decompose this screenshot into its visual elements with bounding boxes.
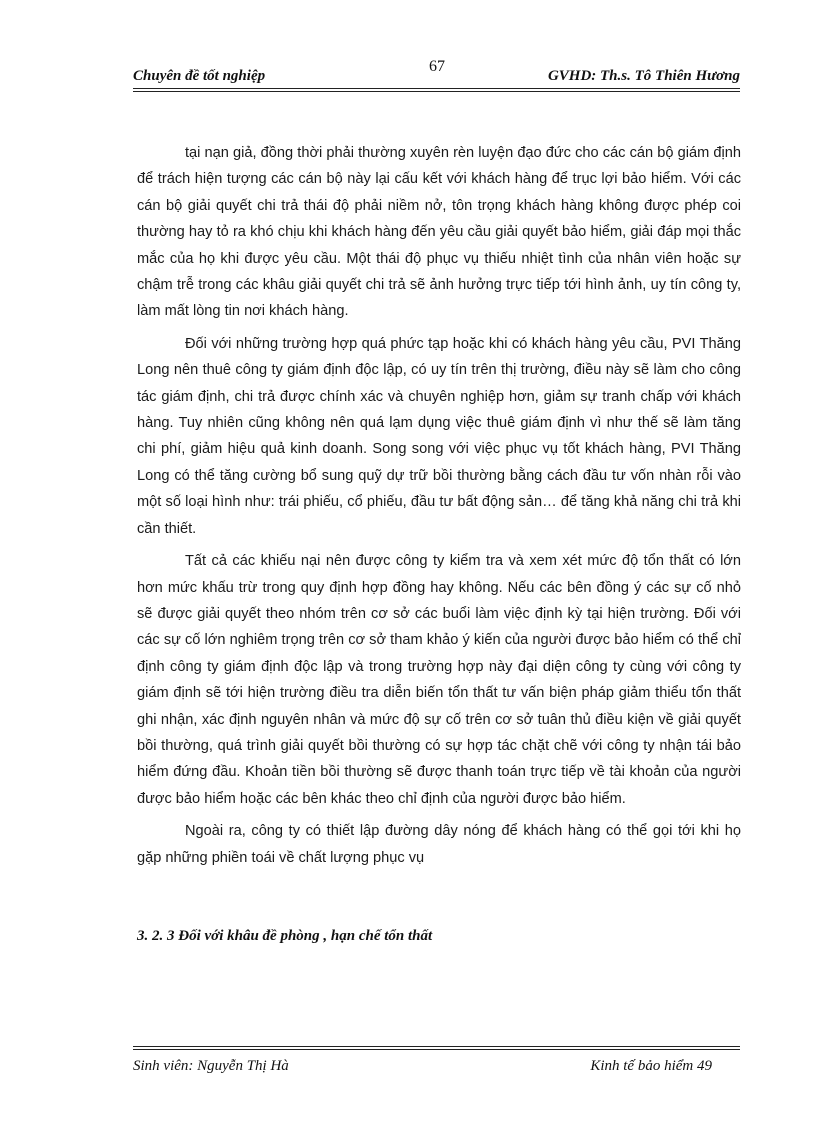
footer-major: Kinh tế bảo hiểm 49 <box>590 1058 712 1074</box>
page-number: 67 <box>429 58 445 75</box>
paragraph: Đối với những trường hợp quá phức tạp hoặc khi có khách hàng yêu cầu, PVI Thăng Long nên thuê công ty giám định độc lập, có uy tín trên thị trường, điều này sẽ làm cho công tác giám định, chi trả được chính xác và chuyên nghiệp hơn, giảm sự tranh chấp với khách hàng. Tuy nhiên cũng không nên quá lạm dụng việc thuê giám định vì như thế sẽ làm tăng chi phí, giảm hiệu quả kinh doanh. Song song với việc phục vụ tốt khách hàng, PVI Thăng Long có thể tăng cường bổ sung quỹ dự trữ bồi thường bằng cách đầu tư vốn nhàn rỗi vào một số loại hình như: trái phiếu, cổ phiếu, đầu tư bất động sản… để tăng khả năng chi trả khi cần thiết. <box>137 335 741 537</box>
header-rule-secondary <box>133 91 740 92</box>
page-footer <box>133 1046 740 1086</box>
header-supervisor: GVHD: Th.s. Tô Thiên Hương <box>547 68 740 84</box>
paragraph: tại nạn giả, đồng thời phải thường xuyên rèn luyện đạo đức cho các cán bộ giám định để trách hiện tượng các cán bộ này lại cấu kết với khách hàng để trục lợi bảo hiểm. Với các cán bộ giải quyết chi trả thái độ phải niềm nở, tôn trọng khách hàng không được phép coi thường hay tỏ ra khó chịu khi khách hàng đến yêu cầu giải quyết bảo hiểm, giải đáp mọi thắc mắc của họ khi được yêu cầu. Một thái độ phục vụ thiếu nhiệt tình của nhân viên hoặc sự chậm trễ trong các khâu giải quyết chi trả sẽ ảnh hưởng trực tiếp tới hình ảnh, uy tín công ty, làm mất lòng tin nơi khách hàng. <box>137 145 741 320</box>
footer-rule-secondary <box>133 1049 740 1050</box>
footer-student: Sinh viên: Nguyễn Thị Hà <box>133 1058 289 1074</box>
footer-rule <box>133 1046 740 1047</box>
header-thesis-title: Chuyên đề tốt nghiệp <box>133 68 266 84</box>
paragraph: Tất cả các khiếu nại nên được công ty kiểm tra và xem xét mức độ tổn thất có lớn hơn mức khấu trừ trong quy định hợp đồng hay không. Nếu các bên đồng ý các sự cố nhỏ sẽ được giải quyết theo nhóm trên cơ sở các buổi làm việc định kỳ tại hiện trường. Đối với các sự cố lớn nghiêm trọng trên cơ sở tham khảo ý kiến của người được bảo hiểm có thể chỉ định công ty giám định độc lập và trong trường hợp này đại diện công ty cùng với công ty giám định sẽ tới hiện trường điều tra diễn biến tổn thất tư vấn biện pháp giảm thiểu tổn thất ghi nhận, xác định nguyên nhân và mức độ sự cố trên cơ sở tuân thủ điều kiện về giải quyết bồi thường, quá trình giải quyết bồi thường có sự hợp tác chặt chẽ với công ty nhận tái bảo hiểm đứng đầu. Khoản tiền bồi thường sẽ được thanh toán trực tiếp về tài khoản của người được bảo hiểm hoặc các bên khác theo chỉ định của người được bảo hiểm. <box>137 553 741 807</box>
header-rule <box>133 88 740 89</box>
page-header <box>133 58 740 92</box>
paragraph: Ngoài ra, công ty có thiết lập đường dây nóng để khách hàng có thể gọi tới khi họ gặp những phiền toái về chất lượng phục vụ <box>137 823 741 866</box>
body-text <box>137 140 741 877</box>
section-heading: 3. 2. 3 Đối với khâu đề phòng , hạn chế tổn thất <box>137 928 433 944</box>
